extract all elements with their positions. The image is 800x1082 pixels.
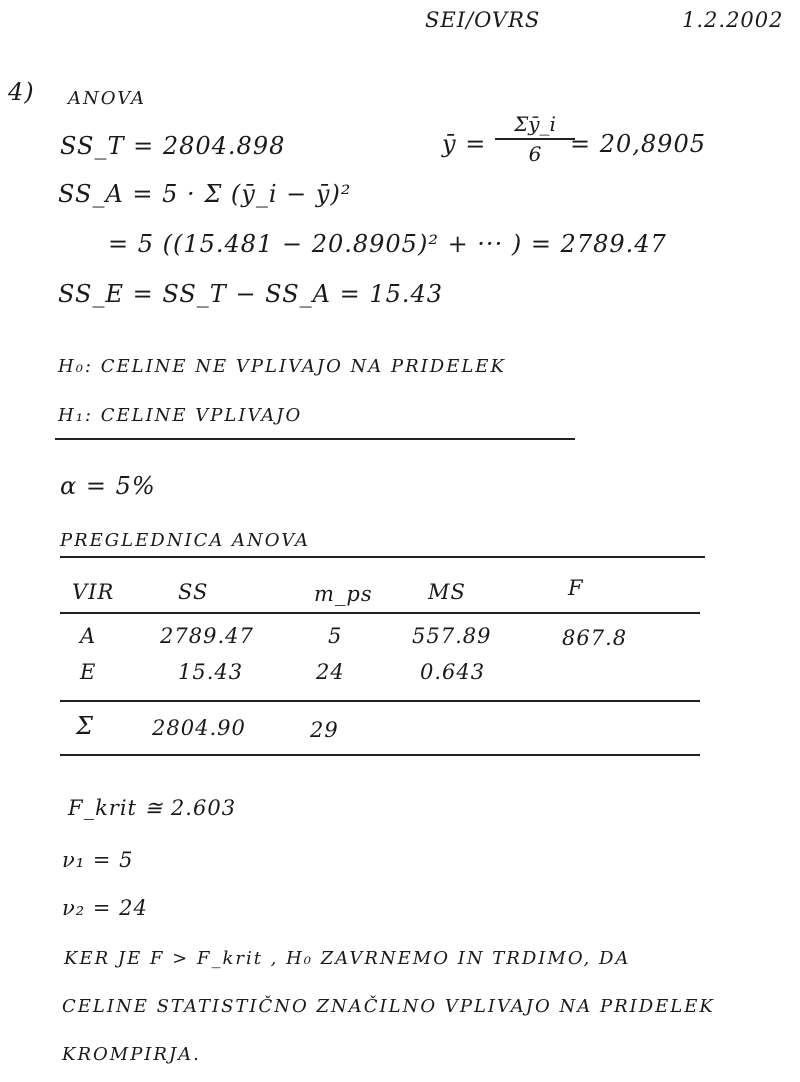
header-vir: VIR — [72, 580, 115, 604]
ybar-numerator: Σȳ_i — [495, 112, 575, 140]
conclusion-line-1: KER JE F > F_krit , H₀ ZAVRNEMO IN TRDIMO, DA — [64, 948, 631, 969]
sse-equation: SS_E = SS_T − SS_A = 15.43 — [58, 280, 444, 308]
cell-ms-a: 557.89 — [412, 624, 492, 648]
ssa-definition: SS_A = 5 · Σ (ȳ_i − ȳ)² — [58, 180, 352, 208]
table-bottom-rule — [60, 754, 700, 756]
header-ss: SS — [178, 580, 209, 604]
conclusion-line-2: CELINE STATISTIČNO ZNAČILNO VPLIVAJO NA PRIDELEK — [62, 996, 715, 1017]
cell-source-a: A — [80, 624, 97, 648]
ybar-value: = 20,8905 — [570, 130, 706, 158]
table-header-rule — [60, 612, 700, 614]
table-top-rule — [60, 556, 705, 558]
sst-equation: SS_T = 2804.898 — [60, 132, 286, 160]
hypothesis-divider — [55, 438, 575, 440]
nu1: ν₁ = 5 — [62, 848, 134, 872]
problem-number: 4) — [8, 78, 35, 106]
header-mps: m_ps — [314, 582, 373, 606]
ybar-fraction — [495, 112, 575, 166]
nu2: ν₂ = 24 — [62, 896, 148, 920]
total-df: 29 — [310, 718, 339, 742]
ybar-lhs: ȳ = — [442, 130, 487, 158]
table-body-rule — [60, 700, 700, 702]
alpha-level: α = 5% — [60, 472, 156, 500]
null-hypothesis: H₀: CELINE NE VPLIVAJO NA PRIDELEK — [58, 356, 506, 377]
cell-ss-e: 15.43 — [178, 660, 244, 684]
conclusion-line-3: KROMPIRJA. — [62, 1044, 201, 1065]
date: 1.2.2002 — [682, 8, 784, 32]
total-symbol: Σ — [76, 712, 94, 740]
ybar-denominator: 6 — [528, 142, 542, 166]
f-critical: F_krit ≅ 2.603 — [68, 796, 237, 820]
cell-f-a: 867.8 — [562, 626, 628, 650]
table-title: PREGLEDNICA ANOVA — [60, 530, 311, 551]
cell-ms-e: 0.643 — [420, 660, 486, 684]
header-f: F — [568, 576, 584, 600]
cell-ss-a: 2789.47 — [160, 624, 254, 648]
cell-df-a: 5 — [328, 624, 343, 648]
ssa-calculation: = 5 ((15.481 − 20.8905)² + ··· ) = 2789.47 — [108, 230, 667, 258]
total-ss: 2804.90 — [152, 716, 246, 740]
cell-df-e: 24 — [316, 660, 345, 684]
alt-hypothesis: H₁: CELINE VPLIVAJO — [58, 405, 303, 426]
header-ms: MS — [428, 580, 466, 604]
course-code: SEI/OVRS — [425, 8, 541, 32]
cell-source-e: E — [80, 660, 97, 684]
problem-title: ANOVA — [68, 88, 146, 109]
